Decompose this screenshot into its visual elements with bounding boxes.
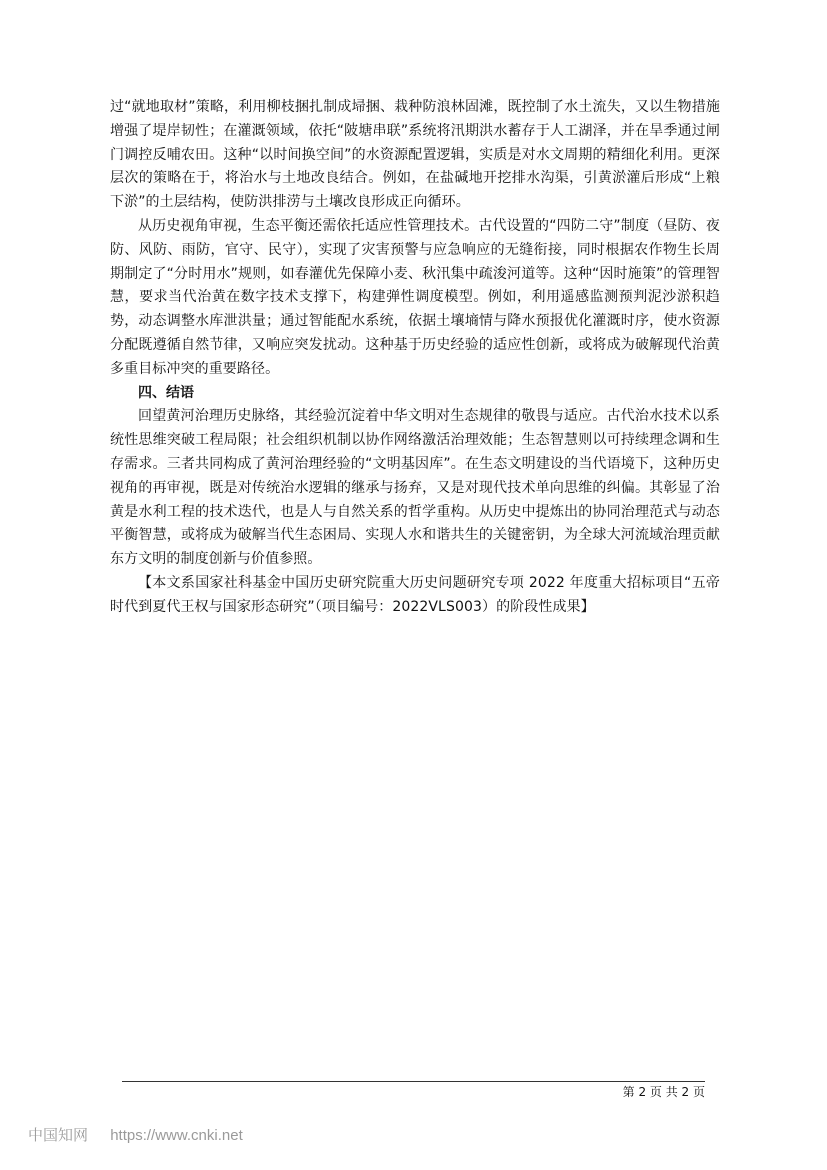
body-paragraph-2: 从历史视角审视，生态平衡还需依托适应性管理技术。古代设置的“四防二守”制度（昼防、夜防、风防、雨防，官守、民守），实现了灾害预警与应急响应的无缝衔接，同时根据农作物生长周期制定了“分时用水”规则，如春灌优先保障小麦、秋汛集中疏浚河道等。这种“因时施策”的管理智慧，要求当代治黄在数字技术支撑下，构建弹性调度模型。例如，利用遥感监测预判泥沙淤积趋势，动态调整水库泄洪量；通过智能配水系统，依据土壤墒情与降水预报优化灌溉时序，使水资源分配既遵循自然节律，又响应突发扰动。这种基于历史经验的适应性创新，或将成为破解现代治黄多重目标冲突的重要路径。 xyxy=(110,217,720,377)
document-body xyxy=(110,96,720,620)
conclusion-paragraph: 回望黄河治理历史脉络，其经验沉淀着中华文明对生态规律的敬畏与适应。古代治水技术以系统性思维突破工程局限；社会组织机制以协作网络激活治理效能；生态智慧则以可持续理念调和生存需求。三者共同构成了黄河治理经验的“文明基因库”。在生态文明建设的当代语境下，这种历史视角的再审视，既是对传统治水逻辑的继承与扬弃，又是对现代技术单向思维的纠偏。其彰显了治黄是水利工程的技术迭代，也是人与自然关系的哲学重构。从历史中提炼出的协同治理范式与动态平衡智慧，或将成为破解当代生态困局、实现人水和谐共生的关键密钥，为全球大河流域治理贡献东方文明的制度创新与价值参照。 xyxy=(110,408,720,568)
section-heading-conclusion: 四、结语 xyxy=(138,384,194,401)
body-paragraph-1: 过“就地取材”策略，利用柳枝捆扎制成埽捆、栽种防浪林固滩，既控制了水土流失，又以生物措施增强了堤岸韧性；在灌溉领域，依托“陂塘串联”系统将汛期洪水蓄存于人工湖泽，并在旱季通过闸门调控反哺农田。这种“以时间换空间”的水资源配置逻辑，实质是对水文周期的精细化利用。更深层次的策略在于，将治水与土地改良结合。例如，在盐碱地开挖排水沟渠，引黄淤灌后形成“上粮下淤”的土层结构，使防洪排涝与土壤改良形成正向循环。 xyxy=(110,99,720,211)
watermark-site-name: 中国知网 xyxy=(28,1127,89,1144)
footer-divider xyxy=(122,1081,705,1082)
cnki-watermark xyxy=(28,1126,243,1146)
funding-note: 【本文系国家社科基金中国历史研究院重大历史问题研究专项 2022 年度重大招标项目“五帝时代到夏代王权与国家形态研究”（项目编号：2022VLS003）的阶段性成果】 xyxy=(110,574,720,615)
watermark-url: https://www.cnki.net xyxy=(110,1127,243,1144)
page-number: 第 2 页 共 2 页 xyxy=(622,1085,705,1099)
